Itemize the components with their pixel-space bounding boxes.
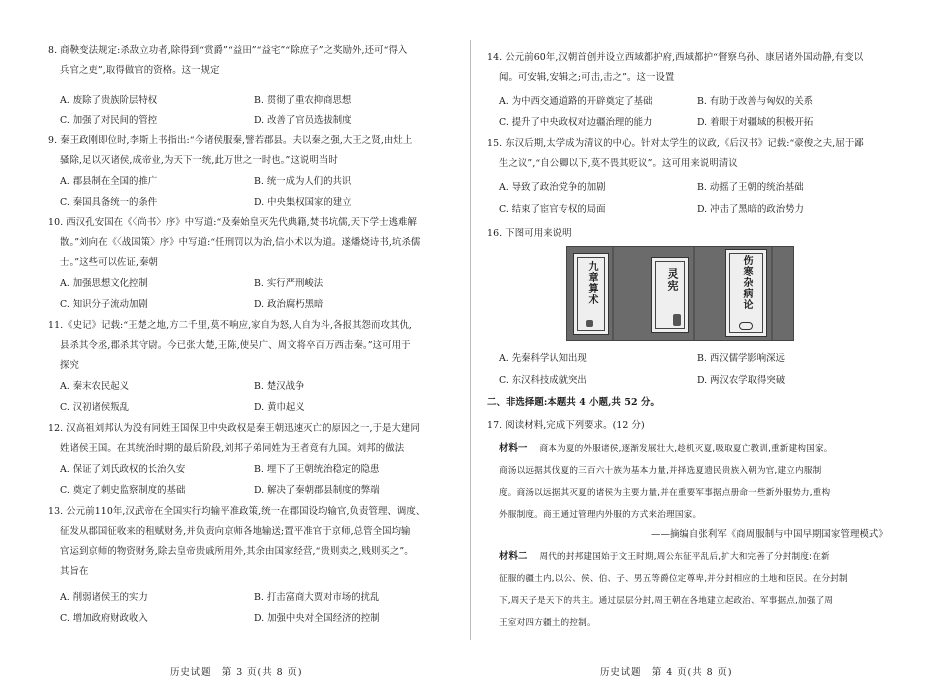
q13-stem-line-4: 其旨在 bbox=[60, 566, 89, 577]
q15-stem-line-2: 生之议”,“自公卿以下,莫不畏其贬议”。这可用来说明清议 bbox=[499, 158, 738, 169]
q9-option-d[interactable]: D. 中央集权国家的建立 bbox=[254, 197, 352, 208]
q11-stem-line-2: 县杀其令丞,郡杀其守尉。今已张大楚,王陈,使吴广、周文将卒百万西击秦。”这可用于 bbox=[60, 340, 411, 351]
q14-option-d[interactable]: D. 着眼于对疆域的积极开拓 bbox=[697, 117, 814, 128]
q11-option-c[interactable]: C. 汉初诸侯叛乱 bbox=[60, 402, 130, 413]
q17-material1-line-3: 度。商汤以远据其灭夏的诸侯为主要力量,并在重要军事据点册命一些新外服势力,重构 bbox=[499, 488, 831, 498]
section-2-heading: 二、非选择题:本题共 4 小题,共 52 分。 bbox=[487, 397, 660, 408]
q14-option-c[interactable]: C. 提升了中央政权对边疆治理的能力 bbox=[499, 117, 653, 128]
q10-option-d[interactable]: D. 政治腐朽黑暗 bbox=[254, 299, 324, 310]
q15-option-a[interactable]: A. 导致了政治党争的加剧 bbox=[499, 182, 606, 193]
q13-stem-line-3: 官运到京师的物资财务,除去皇帝贵戚所用外,其余由国家经营,“贵则卖之,贱则买之”。 bbox=[60, 546, 414, 557]
q9-option-a[interactable]: A. 郡县制在全国的推广 bbox=[60, 176, 158, 187]
q9-option-b[interactable]: B. 统一成为人们的共识 bbox=[254, 176, 352, 187]
q17-material2-line-3: 下,周天子是天下的共主。通过层层分封,周王朝在各地建立起政治、军事据点,加强了周 bbox=[499, 596, 834, 606]
seal-mark bbox=[586, 320, 593, 327]
material1-label: 材料一 bbox=[499, 443, 528, 454]
q16-option-d[interactable]: D. 两汉农学取得突破 bbox=[697, 375, 786, 386]
book-3-title: 伤寒杂病论 bbox=[741, 255, 752, 310]
q8-stem-line-2: 兵官之吏”,取得做官的资格。这一规定 bbox=[60, 65, 220, 76]
q13-option-b[interactable]: B. 打击富商大贾对市场的扰乱 bbox=[254, 592, 380, 603]
right-page bbox=[475, 0, 950, 688]
q16-stem: 16. 下图可用来说明 bbox=[487, 228, 572, 239]
q13-option-a[interactable]: A. 削弱诸侯王的实力 bbox=[60, 592, 148, 603]
q12-option-c[interactable]: C. 奠定了刺史监察制度的基础 bbox=[60, 485, 186, 496]
q17-material1-line-2: 商汤以远据其伐夏的三百六十族为基本力量,并择选夏遗民贵族入朝为官,建立内服制 bbox=[499, 466, 822, 476]
q12-option-d[interactable]: D. 解决了秦朝郡县制度的弊端 bbox=[254, 485, 380, 496]
q16-option-a[interactable]: A. 先秦科学认知出现 bbox=[499, 353, 587, 364]
q9-stem-line-2: 骚除,足以灭诸侯,成帝业,为天下一统,此万世之一时也。”这说明当时 bbox=[60, 155, 338, 166]
q10-option-a[interactable]: A. 加强思想文化控制 bbox=[60, 278, 148, 289]
q12-stem-line-2: 姓诸侯王国。在其统治时期的最后阶段,刘邦子弟同姓为王者竟有九国。刘邦的做法 bbox=[60, 443, 405, 454]
q15-stem-line-1: 15. 东汉后期,太学成为清议的中心。针对太学生的议政,《后汉书》记载:“豪俊之夫,屈于鄙 bbox=[487, 138, 864, 149]
q10-stem-line-3: 士。”这些可以佐证,秦朝 bbox=[60, 257, 159, 268]
q12-stem-line-1: 12. 汉高祖刘邦认为没有同姓王国保卫中央政权是秦王朝迅速灭亡的原因之一,于是大建同 bbox=[48, 423, 420, 434]
q17-material2-line-1 bbox=[499, 551, 830, 563]
q8-option-c[interactable]: C. 加强了对民间的管控 bbox=[60, 115, 158, 126]
q12-option-a[interactable]: A. 保证了刘氏政权的长治久安 bbox=[60, 464, 186, 475]
q13-stem-line-1: 13. 公元前110年,汉武帝在全国实行均输平准政策,统一在郡国设均输官,负责管理、调度、 bbox=[48, 506, 426, 517]
q8-stem-line-1: 8. 商鞅变法规定:杀敌立功者,除得到“赏爵”“益田”“益宅”“除庶子”之奖励外,还可“得入 bbox=[48, 45, 408, 56]
q17-material1-line-1 bbox=[499, 443, 833, 455]
q11-option-b[interactable]: B. 楚汉战争 bbox=[254, 381, 305, 392]
q10-option-c[interactable]: C. 知识分子流动加剧 bbox=[60, 299, 148, 310]
binding-stripe bbox=[771, 247, 773, 340]
material2-label: 材料二 bbox=[499, 551, 528, 562]
q9-option-c[interactable]: C. 秦国具备统一的条件 bbox=[60, 197, 158, 208]
seal-mark bbox=[739, 322, 753, 330]
q16-books-figure bbox=[566, 246, 794, 341]
material1-text-1: 商本为夏的外服诸侯,逐渐发展壮大,趁机灭夏,吸取夏亡教训,重新建构国家。 bbox=[539, 444, 833, 454]
book-shanghan-zabinglun bbox=[725, 249, 767, 337]
page-footer-right: 历史试题 第 4 页(共 8 页) bbox=[600, 667, 733, 678]
q13-option-c[interactable]: C. 增加政府财政收入 bbox=[60, 613, 148, 624]
q17-material1-line-4: 外服制度。商王通过管理内外服的方式来治理国家。 bbox=[499, 510, 702, 520]
q10-stem-line-2: 散。”刘向在《〈战国策〉序》中写道:“任刑罚以为治,信小术以为道。遂燔烧诗书,坑杀儒 bbox=[60, 237, 421, 248]
page-footer-left: 历史试题 第 3 页(共 8 页) bbox=[170, 667, 303, 678]
q11-stem-line-3: 探究 bbox=[60, 360, 79, 371]
seal-mark bbox=[673, 314, 681, 326]
q14-option-a[interactable]: A. 为中西交通道路的开辟奠定了基础 bbox=[499, 96, 653, 107]
q17-material2-line-2: 征服的疆土内,以公、侯、伯、子、男五等爵位定尊卑,并分封相应的土地和臣民。在分封制 bbox=[499, 574, 848, 584]
q8-option-a[interactable]: A. 废除了贵族阶层特权 bbox=[60, 95, 158, 106]
q16-option-c[interactable]: C. 东汉科技成就突出 bbox=[499, 375, 587, 386]
q8-option-b[interactable]: B. 贯彻了重农抑商思想 bbox=[254, 95, 352, 106]
q17-source-1: ——摘编自张利军《商周服制与中国早期国家管理模式》 bbox=[651, 529, 888, 540]
q12-option-b[interactable]: B. 埋下了王朝统治稳定的隐患 bbox=[254, 464, 380, 475]
q15-option-b[interactable]: B. 动摇了王朝的统治基础 bbox=[697, 182, 804, 193]
q8-option-d[interactable]: D. 改善了官员选拔制度 bbox=[254, 115, 352, 126]
q17-intro: 17. 阅读材料,完成下列要求。(12 分) bbox=[487, 420, 645, 431]
q11-option-a[interactable]: A. 秦末农民起义 bbox=[60, 381, 129, 392]
q15-option-d[interactable]: D. 冲击了黑暗的政治势力 bbox=[697, 204, 804, 215]
q13-option-d[interactable]: D. 加强中央对全国经济的控制 bbox=[254, 613, 380, 624]
q10-stem-line-1: 10. 西汉孔安国在《〈尚书〉序》中写道:“及秦始皇灭先代典籍,焚书坑儒,天下学士逃难解 bbox=[48, 217, 418, 228]
q14-stem-line-1: 14. 公元前60年,汉朝首创并设立西域都护府,西域都护“督察乌孙、康居诸外国动静,有变以 bbox=[487, 52, 864, 63]
q16-option-b[interactable]: B. 西汉儒学影响深远 bbox=[697, 353, 785, 364]
material2-text-1: 周代的封邦建国始于文王时期,周公东征平乱后,扩大和完善了分封制度:在新 bbox=[539, 552, 830, 562]
book-lingxian bbox=[651, 257, 689, 333]
q17-material2-line-4: 王室对四方疆土的控制。 bbox=[499, 618, 596, 628]
q11-stem-line-1: 11.《史记》记载:“王楚之地,方二千里,莫不响应,家自为怒,人自为斗,各报其怨而攻其仇, bbox=[48, 320, 412, 331]
q10-option-b[interactable]: B. 实行严刑峻法 bbox=[254, 278, 324, 289]
q9-stem-line-1: 9. 秦王政刚即位时,李斯上书指出:“今诸侯服秦,譬若郡县。夫以秦之强,大王之贤,由灶上 bbox=[48, 135, 413, 146]
q14-stem-line-2: 闻。可安辑,安辑之;可击,击之”。这一设置 bbox=[499, 72, 675, 83]
book-1-title: 九章算术 bbox=[586, 261, 597, 305]
book-jiuzhang-suanshu bbox=[573, 253, 609, 335]
q14-option-b[interactable]: B. 有助于改善与匈奴的关系 bbox=[697, 96, 813, 107]
q13-stem-line-2: 征发从郡国征收来的租赋财务,并负责向京师各地输送;置平准官于京师,总管全国均输 bbox=[60, 526, 411, 537]
book-2-title: 灵宪 bbox=[666, 268, 679, 292]
q15-option-c[interactable]: C. 结束了宦官专权的局面 bbox=[499, 204, 606, 215]
q11-option-d[interactable]: D. 黄巾起义 bbox=[254, 402, 305, 413]
binding-stripe bbox=[693, 247, 695, 340]
binding-stripe bbox=[612, 247, 614, 340]
